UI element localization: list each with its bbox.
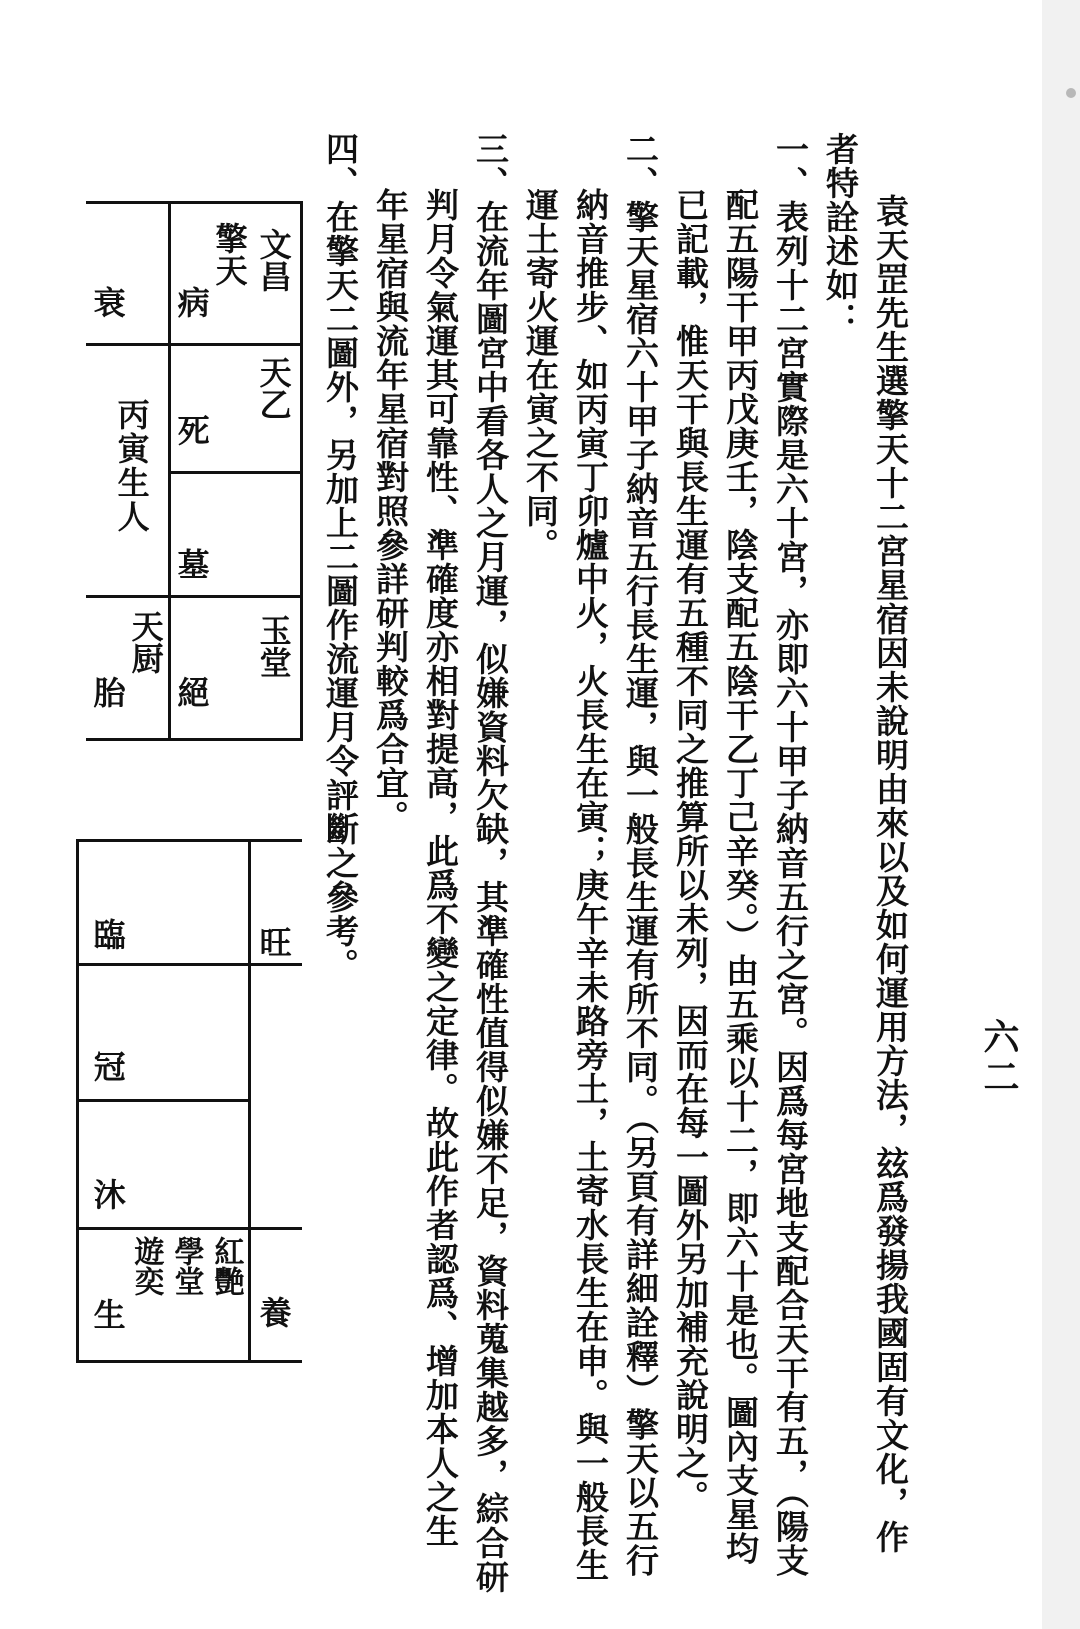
star-label: 天厨 [126, 610, 165, 674]
text-column-7: 納音推步、如丙寅丁卯爐中火，火長生在寅；庚午辛未路旁土，土寄水長生在申。與一般長生 [571, 188, 610, 1582]
text-column-10: 判月令氣運其可靠性、準確度亦相對提高，此爲不變之定律。故此作者認爲、增加本人之生 [421, 188, 460, 1548]
stage-label: 墓 [172, 548, 211, 580]
text-column-6: 二、擎天星宿六十甲子納音五行長生運，與一般長生運有所不同。（另頁有詳細詮釋）擎天以五行 [621, 132, 660, 1578]
text-column-2: 者特詮述如： [821, 132, 860, 336]
stage-label: 生 [88, 1298, 127, 1330]
star-label: 學堂 [168, 1236, 204, 1296]
star-label: 文昌 [254, 228, 293, 292]
star-label: 天乙 [254, 356, 293, 420]
text-column-8: 運土寄火運在寅之不同。 [521, 188, 560, 562]
page-edge-strip [1042, 0, 1080, 1629]
stage-label: 冠 [88, 1050, 127, 1082]
text-column-9: 三、在流年圖宮中看各人之月運，似嫌資料欠缺，其準確性值得似嫌不足，資料蒐集越多，綜合研 [471, 132, 510, 1594]
stage-label: 病 [172, 286, 211, 318]
stage-label: 胎 [88, 676, 127, 708]
star-label: 紅艷 [208, 1236, 244, 1296]
text-column-5: 已記載，惟天干與長生運有五種不同之推算所以未列，因而在每一圖外另加補充說明之。 [671, 188, 710, 1514]
text-column-11: 年星宿與流年星宿對照參詳研判較爲合宜。 [371, 188, 410, 834]
page-number: 六二 [978, 1018, 1020, 1098]
birth-year-label: 丙寅生人 [112, 398, 151, 534]
text-column-3: 一、表列十二宮實際是六十宮，亦即六十甲子納音五行之宮。因爲每宮地支配合天干有五，（陽支 [771, 132, 810, 1578]
star-label: 玉堂 [254, 614, 293, 678]
stage-label: 旺 [254, 926, 293, 958]
scroll-indicator[interactable] [1066, 88, 1076, 98]
text-column-12: 四、在擎天二圖外，另加上二圖作流運月令評斷之參考。 [321, 132, 360, 982]
text-column-4: 配五陽干甲丙戊庚壬，陰支配五陰干乙丁己辛癸。）由五乘以十二，即六十是也。圖內支星均 [721, 188, 760, 1566]
star-label: 擎天 [210, 222, 249, 286]
stage-label: 養 [254, 1296, 293, 1328]
stage-label: 衰 [88, 286, 127, 318]
stage-label: 絕 [172, 676, 211, 708]
stage-label: 沐 [88, 1178, 127, 1210]
star-label: 遊奕 [128, 1236, 164, 1296]
stage-label: 臨 [88, 918, 127, 950]
stage-label: 死 [172, 414, 211, 446]
text-column-1: 袁天罡先生選擎天十二宮星宿因未說明由來以及如何運用方法，玆爲發揚我國固有文化，作 [871, 194, 910, 1554]
